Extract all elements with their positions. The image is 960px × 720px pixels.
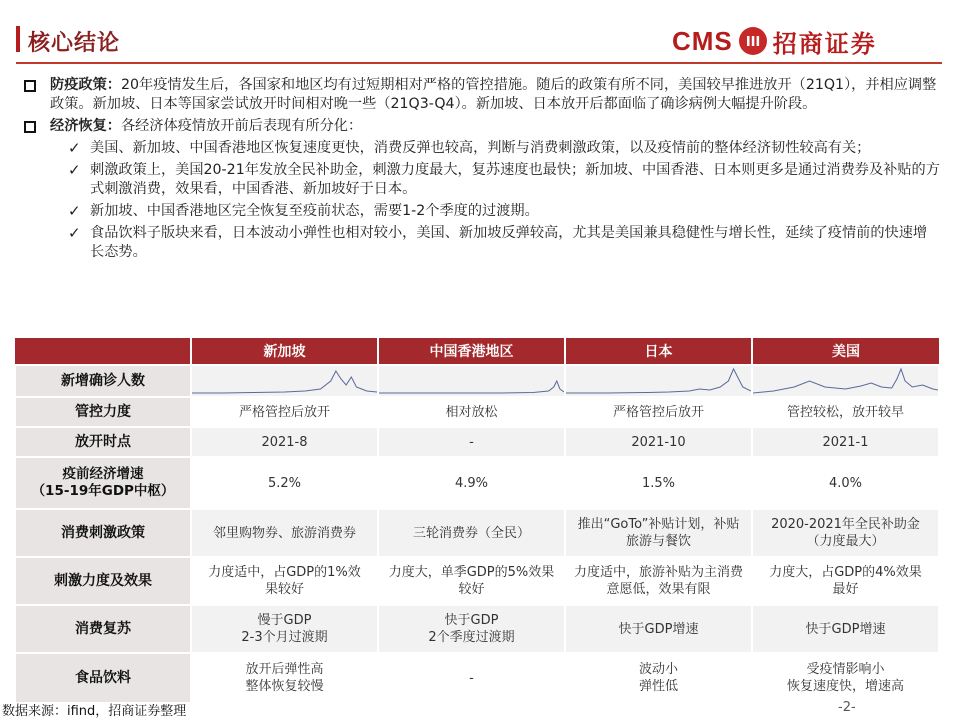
sub-point: [68, 139, 940, 158]
sparkline-chart: [753, 367, 938, 395]
table-row: [15, 605, 939, 653]
table-cell: 2021-1: [752, 427, 939, 457]
logo-latin: CMS: [672, 25, 733, 56]
row-label: 消费刺激政策: [15, 509, 191, 557]
sub-point-text: 美国、新加坡、中国香港地区恢复速度更快，消费反弹也较高，判断与消费刺激政策，以及疫情前的整体经济韧性较高有关；: [90, 140, 871, 156]
slide-header: [0, 0, 960, 74]
sub-point-text: 食品饮料子版块来看，日本波动小弹性也相对较小，美国、新加坡反弹较高，尤其是美国兼具稳健性与增长性，延续了疫情前的快速增长态势。: [90, 225, 928, 260]
sparkline-chart: [566, 367, 751, 395]
header-divider: [16, 62, 942, 64]
table-cell: -: [378, 427, 565, 457]
cms-logo: [672, 24, 877, 58]
row-label: 食品饮料: [15, 653, 191, 703]
square-bullet-icon: [24, 80, 36, 92]
row-label: 放开时点: [15, 427, 191, 457]
table-cell: 受疫情影响小 恢复速度快，增速高: [752, 653, 939, 703]
table-cell: 2021-10: [565, 427, 752, 457]
data-source-note: 数据来源：ifind，招商证券整理: [2, 704, 187, 719]
logo-badge-icon: [739, 27, 767, 55]
table-cell: 力度适中，旅游补贴为主消费意愿低，效果有限: [565, 557, 752, 605]
case-sparkline-hongkong: [378, 365, 565, 397]
table-cell: 2020-2021年全民补助金（力度最大）: [752, 509, 939, 557]
row-label: 新增确诊人数: [15, 365, 191, 397]
row-label: 疫前经济增速 （15-19年GDP中枢）: [15, 457, 191, 509]
row-label: 管控力度: [15, 397, 191, 427]
table-cell: 2021-8: [191, 427, 378, 457]
table-row: [15, 509, 939, 557]
table-cell: 三轮消费券（全民）: [378, 509, 565, 557]
table-cell: 推出“GoTo”补贴计划，补贴旅游与餐饮: [565, 509, 752, 557]
bullet-economic-recovery: [20, 117, 940, 136]
sub-point: [68, 224, 940, 262]
sparkline-chart: [379, 367, 564, 395]
page-title: 核心结论: [28, 31, 121, 56]
bullet-body: 20年疫情发生后，各国家和地区均有过短期相对严格的管控措施。随后的政策有所不同，美国较早推进放开（21Q1），并相应调整政策。新加坡、日本等国家尝试放开时间相对晚一些（21Q3-Q4）。新加坡、日本放开后都面临了确诊病例大幅提升阶段。: [50, 77, 937, 112]
checkmark-icon: ✓: [68, 139, 81, 157]
table-cell: 5.2%: [191, 457, 378, 509]
checkmark-icon: ✓: [68, 202, 81, 220]
sub-point: [68, 161, 940, 199]
case-sparkline-usa: [752, 365, 939, 397]
sub-point: [68, 202, 940, 221]
row-label: 刺激力度及效果: [15, 557, 191, 605]
table-cell: 4.0%: [752, 457, 939, 509]
table-cell: 严格管控后放开: [191, 397, 378, 427]
table-cell: 快于GDP增速: [565, 605, 752, 653]
table-row: [15, 457, 939, 509]
title-accent-bar: [16, 26, 20, 52]
table-cell: 力度大，单季GDP的5%效果较好: [378, 557, 565, 605]
table-cell: 波动小 弹性低: [565, 653, 752, 703]
page-number: -2-: [838, 700, 856, 715]
bullet-epidemic-policy: [20, 76, 940, 114]
header-corner: [15, 338, 191, 365]
bullet-heading: 防疫政策：: [50, 77, 121, 93]
column-header-singapore: 新加坡: [191, 338, 378, 365]
checkmark-icon: ✓: [68, 224, 81, 242]
bullet-heading: 经济恢复：: [50, 118, 121, 134]
table-cell: 1.5%: [565, 457, 752, 509]
sub-point-text: 刺激政策上，美国20-21年发放全民补助金，刺激力度最大，复苏速度也最快；新加坡、中国香港、日本则更多是通过消费券及补贴的方式刺激消费，效果看，中国香港、新加坡好于日本。: [90, 162, 940, 197]
table-cell: 邻里购物券、旅游消费券: [191, 509, 378, 557]
square-bullet-icon: [24, 121, 36, 133]
table-cell: 严格管控后放开: [565, 397, 752, 427]
checkmark-icon: ✓: [68, 161, 81, 179]
row-label: 消费复苏: [15, 605, 191, 653]
table-cell: -: [378, 653, 565, 703]
case-sparkline-singapore: [191, 365, 378, 397]
column-header-japan: 日本: [565, 338, 752, 365]
table-cell: 快于GDP增速: [752, 605, 939, 653]
sub-point-text: 新加坡、中国香港地区完全恢复至疫前状态，需要1-2个季度的过渡期。: [90, 203, 539, 219]
summary-content: [20, 76, 940, 262]
logo-chinese: 招商证券: [772, 29, 877, 58]
bullet-body: 各经济体疫情放开前后表现有所分化：: [120, 118, 363, 134]
table-row: [15, 557, 939, 605]
table-cell: 力度适中，占GDP的1%效果较好: [191, 557, 378, 605]
table-cell: 快于GDP 2个季度过渡期: [378, 605, 565, 653]
column-header-usa: 美国: [752, 338, 939, 365]
table-cell: 放开后弹性高 整体恢复较慢: [191, 653, 378, 703]
table-cell: 4.9%: [378, 457, 565, 509]
comparison-table: [14, 338, 940, 704]
column-header-hongkong: 中国香港地区: [378, 338, 565, 365]
table-cell: 慢于GDP 2-3个月过渡期: [191, 605, 378, 653]
table-cell: 力度大，占GDP的4%效果最好: [752, 557, 939, 605]
table-row: [15, 653, 939, 703]
table-row: [15, 427, 939, 457]
table-cell: 管控较松，放开较早: [752, 397, 939, 427]
table-row: [15, 365, 939, 397]
table-header-row: [15, 338, 939, 365]
table-row: [15, 397, 939, 427]
case-sparkline-japan: [565, 365, 752, 397]
table-cell: 相对放松: [378, 397, 565, 427]
sparkline-chart: [192, 367, 377, 395]
